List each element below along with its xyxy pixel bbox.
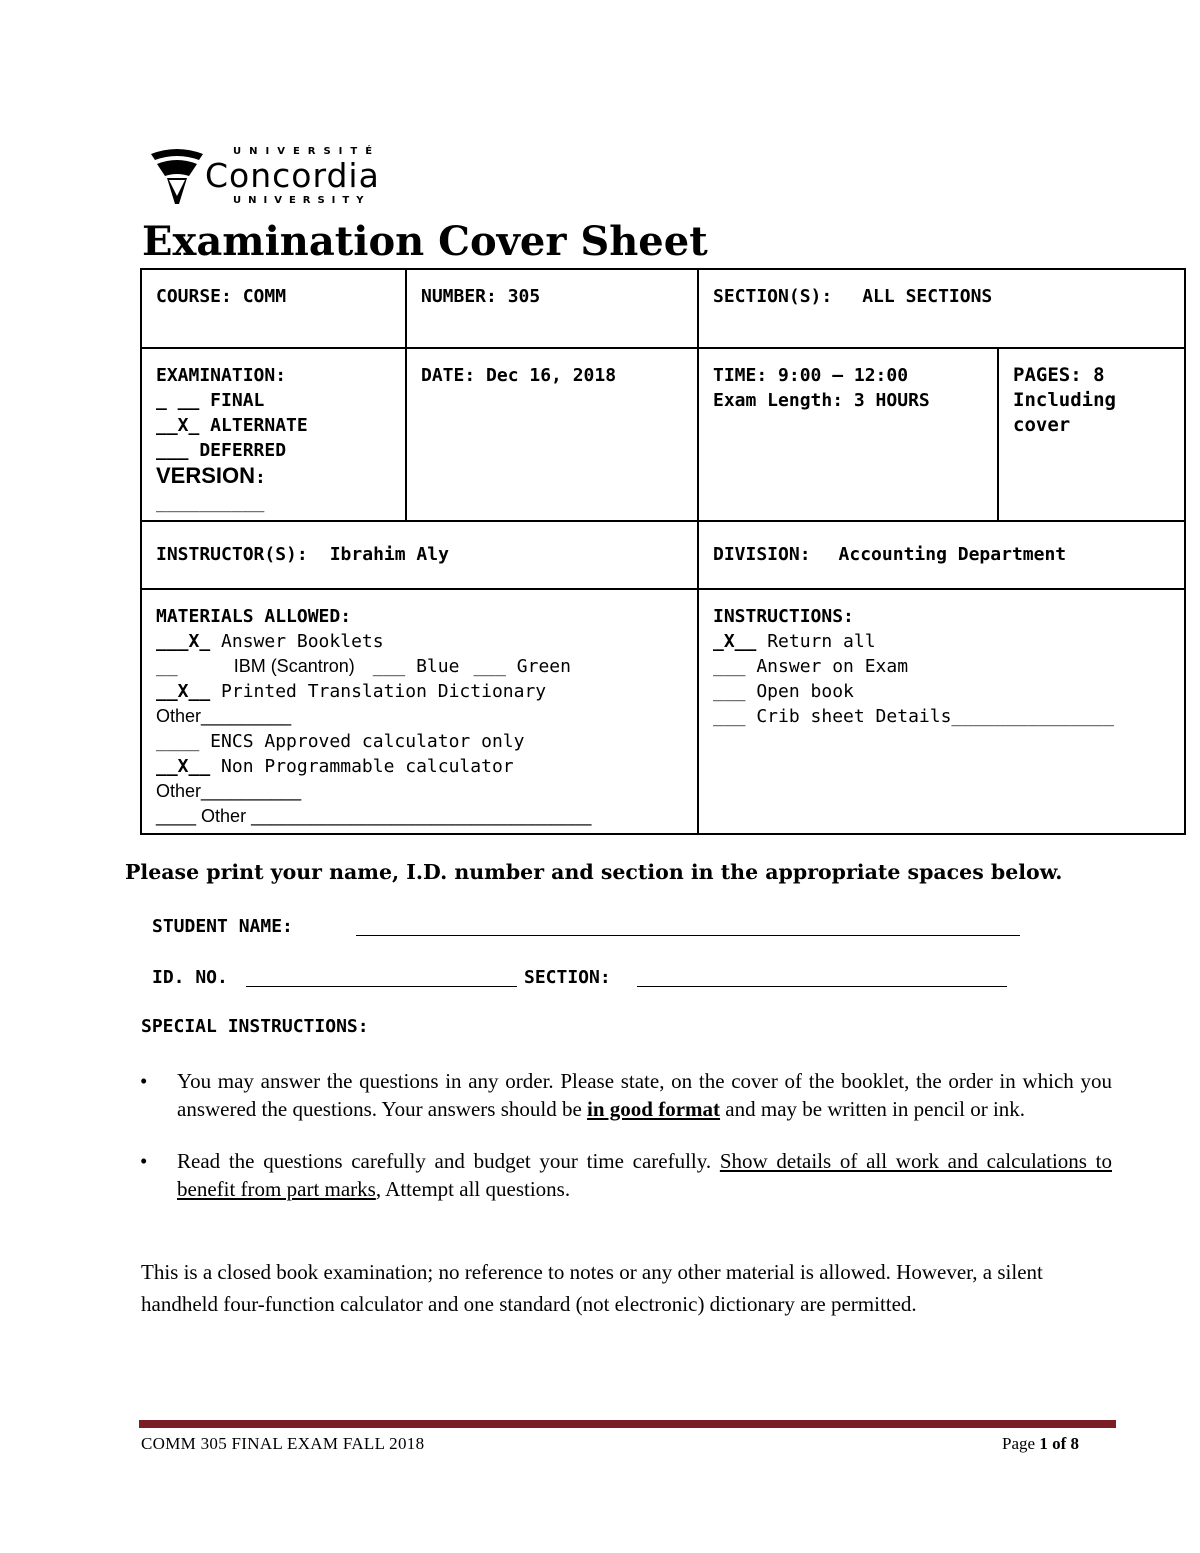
materials-heading: MATERIALS ALLOWED: [156, 606, 352, 627]
closed-book-notice: This is a closed book examination; no reference to notes or any other material is allowed. However, a silent handheld four-function calculator and one standard (not electronic) dictionary are permitted. [141, 1260, 1043, 1316]
bullet-icon: • [140, 1149, 148, 1173]
section-field-label: SECTION: [524, 967, 611, 988]
blue-option: ___ Blue [372, 656, 460, 677]
date-cell [406, 348, 698, 521]
green-option: ___ Green [473, 656, 571, 677]
calculator-mark: __X__ [156, 756, 211, 777]
page-label: Page [1002, 1434, 1036, 1453]
examination-cell [141, 348, 406, 521]
id-number-label: ID. NO. [152, 967, 228, 988]
version-colon: : [255, 467, 266, 488]
instructor-name: Ibrahim Aly [329, 544, 449, 565]
id-number-line[interactable] [246, 986, 517, 987]
course-cell [141, 269, 406, 348]
return-all-mark: _X__ [713, 631, 757, 652]
logo-bottom-text: UNIVERSITY [233, 195, 371, 206]
booklets-mark: ___X_ [156, 631, 211, 652]
list-item [140, 1147, 1112, 1203]
special-instructions-heading: SPECIAL INSTRUCTIONS: [141, 1016, 369, 1037]
bullet-2-tail: , Attempt all questions. [375, 1177, 571, 1201]
open-book-option: ___ Open book [713, 681, 854, 702]
instructions-cell [698, 589, 1185, 834]
page-title: Examination Cover Sheet [142, 218, 708, 265]
cover-table [140, 268, 1186, 835]
number-cell [406, 269, 698, 348]
footer-course-label: COMM 305 FINAL EXAM FALL 2018 [141, 1434, 425, 1453]
division-value: Accounting Department [838, 544, 1067, 565]
dictionary-mark: __X__ [156, 681, 211, 702]
section-cell [698, 269, 1185, 348]
list-item [140, 1067, 1112, 1123]
scantron-label: IBM (Scantron) [233, 656, 355, 676]
bullet-icon: • [140, 1069, 148, 1093]
scantron-mark: __ [156, 656, 178, 677]
division-label: DIVISION: [713, 544, 811, 565]
logo-top-text: UNIVERSITÉ [233, 146, 381, 157]
page-total: 8 [1070, 1434, 1079, 1453]
other-line-2: Other__________ [156, 781, 302, 801]
bullet-2-emphasis: Show details of all work and calculations to benefit from part marks [177, 1149, 1112, 1201]
booklets-label: Answer Booklets [210, 631, 384, 652]
section-value: ALL SECTIONS [862, 286, 993, 307]
footer-page-number [1002, 1434, 1079, 1454]
calculator-label: Non Programmable calculator [210, 756, 514, 777]
course-text: COURSE: COMM [156, 286, 287, 307]
print-instructions: Please print your name, I.D. number and section in the appropriate spaces below. [125, 860, 1063, 884]
other-line-3: ____ Other __________________________________ [156, 806, 592, 826]
page-of: of [1052, 1434, 1067, 1453]
dictionary-label: Printed Translation Dictionary [210, 681, 547, 702]
concordia-crest-icon [149, 146, 205, 208]
bullet-2-text: Read the questions carefully and budget your time carefully. [177, 1149, 720, 1173]
concordia-logo [147, 140, 442, 210]
crib-sheet-option: ___ Crib sheet Details_______________ [713, 706, 1114, 727]
exam-deferred-option: ___ DEFERRED [156, 440, 287, 461]
instructor-label: INSTRUCTOR(S): [156, 544, 308, 565]
version-blank: __________ [156, 492, 265, 513]
exam-length-text: Exam Length: 3 HOURS [713, 390, 930, 411]
footer-divider [139, 1420, 1116, 1428]
section-label: SECTION(S): [713, 286, 833, 307]
return-all-label: Return all [756, 631, 876, 652]
division-cell [698, 521, 1185, 589]
bullet-1-tail: and may be written in pencil or ink. [720, 1097, 1026, 1121]
time-text: TIME: 9:00 – 12:00 [713, 365, 909, 386]
instructions-heading: INSTRUCTIONS: [713, 606, 854, 627]
instructor-cell [141, 521, 698, 589]
bullet-1-text: You may answer the questions in any order. Please state, on the cover of the booklet, the order in which you answered the questions. Your answers should be [177, 1069, 1112, 1121]
examination-label: EXAMINATION: [156, 365, 287, 386]
encs-calculator-option: ____ ENCS Approved calculator only [156, 731, 525, 752]
special-instructions-list [140, 1067, 1112, 1227]
time-cell [698, 348, 998, 521]
version-label: VERSION [156, 463, 256, 488]
student-name-label: STUDENT NAME: [152, 916, 293, 937]
exam-alternate-option: __X_ ALTERNATE [156, 415, 308, 436]
pages-note: Including cover [1013, 389, 1116, 436]
pages-text: PAGES: 8 [1013, 364, 1105, 386]
exam-final-option: _ __ FINAL [156, 390, 265, 411]
logo-name-text: Concordia [205, 156, 380, 195]
materials-cell [141, 589, 698, 834]
other-line-1: Other_________ [156, 706, 292, 726]
date-text: DATE: Dec 16, 2018 [421, 365, 617, 386]
student-name-line[interactable] [356, 935, 1020, 936]
answer-on-exam-option: ___ Answer on Exam [713, 656, 909, 677]
section-line[interactable] [637, 986, 1007, 987]
bullet-1-emphasis: in good format [587, 1097, 721, 1121]
number-text: NUMBER: 305 [421, 286, 541, 307]
pages-cell [998, 348, 1185, 521]
page-current: 1 [1039, 1434, 1048, 1453]
